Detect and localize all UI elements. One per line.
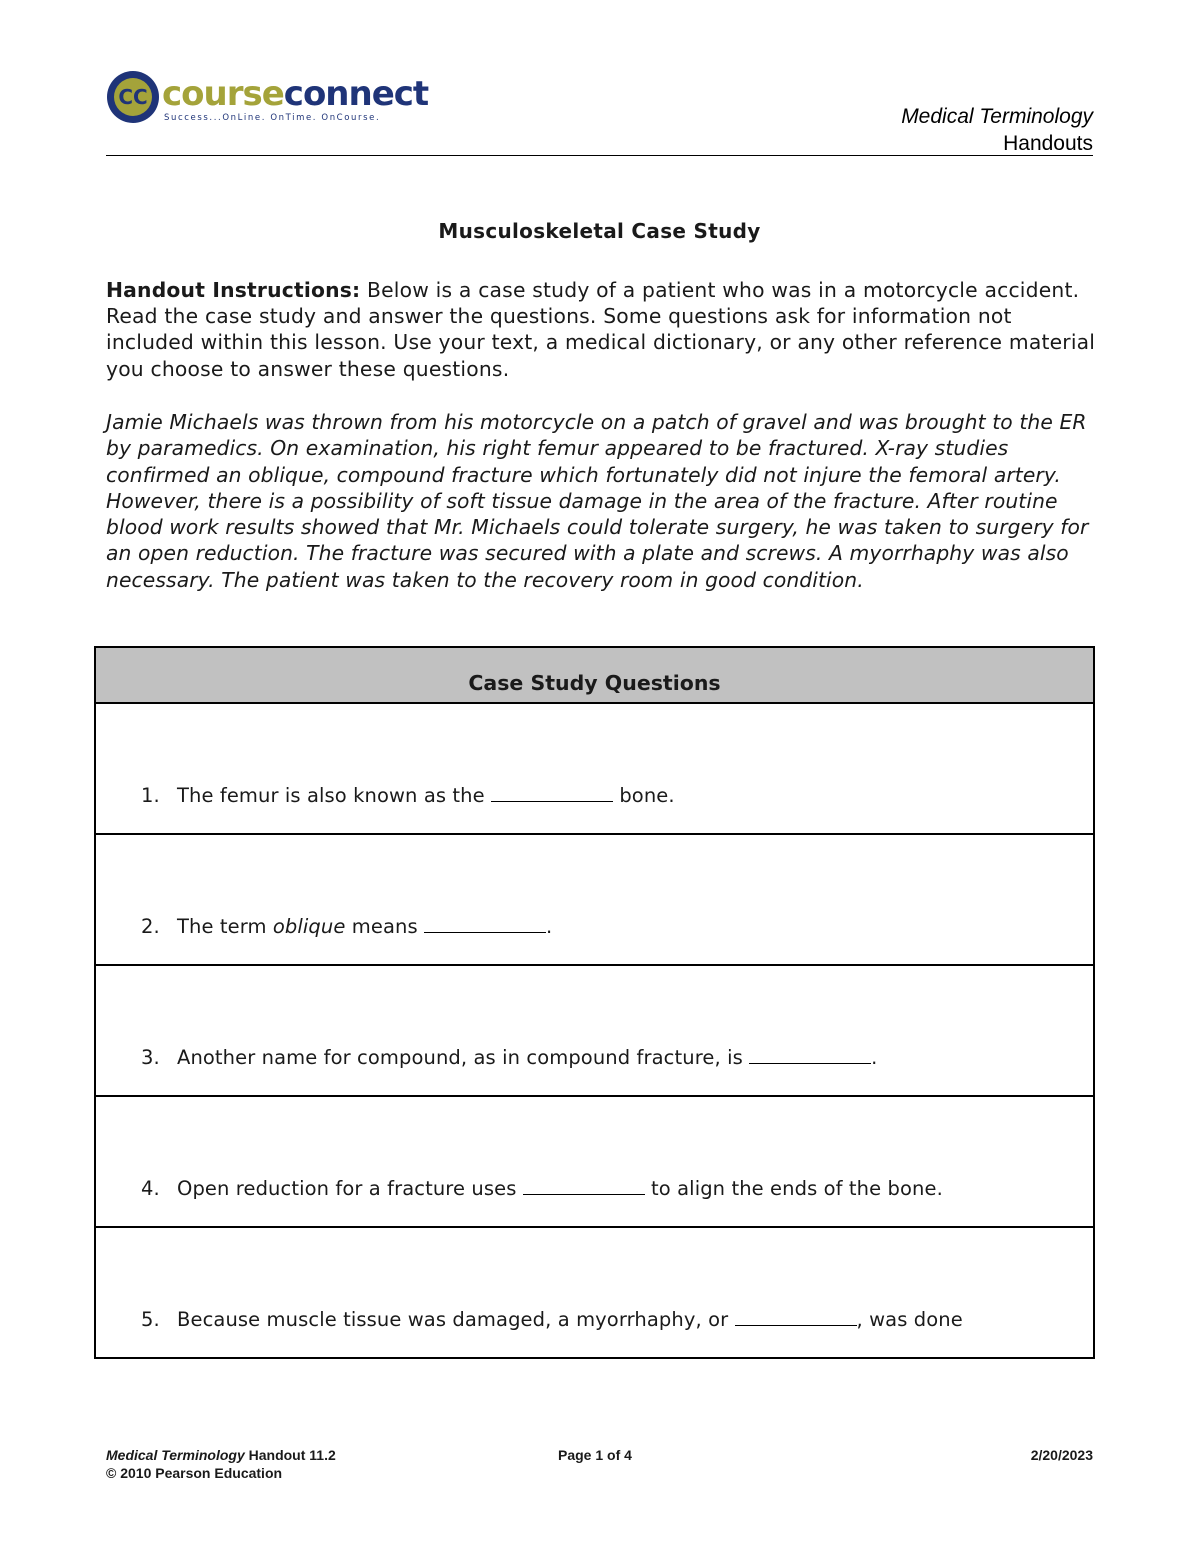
question-5 [141,1307,963,1331]
footer-subject: Medical Terminology [106,1447,245,1463]
question-text-end: to align the ends of the bone. [644,1177,943,1200]
footer-date: 2/20/2023 [1030,1447,1093,1463]
question-number: 5. [141,1308,160,1331]
footer-copyright: © 2010 Pearson Education [106,1465,283,1481]
question-text-end: . [871,1046,878,1069]
question-text: The term [177,915,273,938]
logo-wordmark [162,74,429,114]
question-text: Because muscle tissue was damaged, a myorrhaphy, or [177,1308,735,1331]
header-divider [106,155,1093,156]
question-text-mid: means [345,915,425,938]
table-heading: Case Study Questions [96,648,1093,704]
instructions-text: Below is a case study of a patient who was in a motorcycle accident. Read the case study and answer the questions. Some questions ask for information not included within this lesson. Use your text, a medical dictionary, or any other reference material you choose to answer these questions. [106,278,1096,381]
footer-handout-number: Handout 11.2 [244,1447,336,1463]
question-number: 3. [141,1046,160,1069]
document-header [901,103,1093,157]
question-text: Another name for compound, as in compound fracture, is [177,1046,750,1069]
question-number: 2. [141,915,160,938]
header-subject: Medical Terminology [901,105,1093,128]
answer-blank[interactable] [735,1307,857,1326]
answer-blank[interactable] [424,914,546,933]
footer-left [106,1446,336,1482]
case-study-text: Jamie Michaels was thrown from his motorcycle on a patch of gravel and was brought to the ER by paramedics. On examination, his right femur appeared to be fractured. X-ray studies confirmed an oblique, compound fracture which fortunately did not injure the femoral artery. However, there is a possibility of soft tissue damage in the area of the fracture. After routine blood work results showed that Mr. Michaels could tolerate surgery, he was taken to surgery for an open reduction. The fracture was secured with a plate and screws. A myorrhaphy was also necessary. The patient was taken to the recovery room in good condition. [106,410,1089,592]
question-2 [141,914,552,938]
question-3 [141,1045,877,1069]
question-number: 4. [141,1177,160,1200]
footer-page-number: Page 1 of 4 [558,1447,632,1463]
question-text-end: . [546,915,553,938]
question-row [96,966,1093,1097]
question-text-end: bone. [613,784,675,807]
question-row [96,704,1093,835]
question-text-end: , was done [856,1308,963,1331]
logo-word-course: course [162,74,284,114]
logo-graphic [106,70,429,126]
answer-blank[interactable] [491,783,613,802]
question-number: 1. [141,784,160,807]
courseconnect-logo [106,70,429,126]
footer-handout [106,1446,336,1464]
header-doc-type: Handouts [1003,132,1093,155]
page-title: Musculoskeletal Case Study [438,219,761,243]
question-4 [141,1176,943,1200]
logo-monogram: CC [118,85,148,109]
instructions-label: Handout Instructions: [106,278,361,302]
question-text: The femur is also known as the [177,784,492,807]
question-1 [141,783,675,807]
answer-blank[interactable] [523,1176,645,1195]
questions-table [94,646,1095,1359]
logo-tagline: Success...OnLine. OnTime. OnCourse. [164,113,381,123]
question-term: oblique [272,915,346,938]
logo-word-connect: connect [283,74,429,114]
question-row [96,1228,1093,1357]
question-text: Open reduction for a fracture uses [177,1177,523,1200]
question-row [96,1097,1093,1228]
question-row [96,835,1093,966]
handout-instructions [106,277,1096,382]
answer-blank[interactable] [749,1045,871,1064]
